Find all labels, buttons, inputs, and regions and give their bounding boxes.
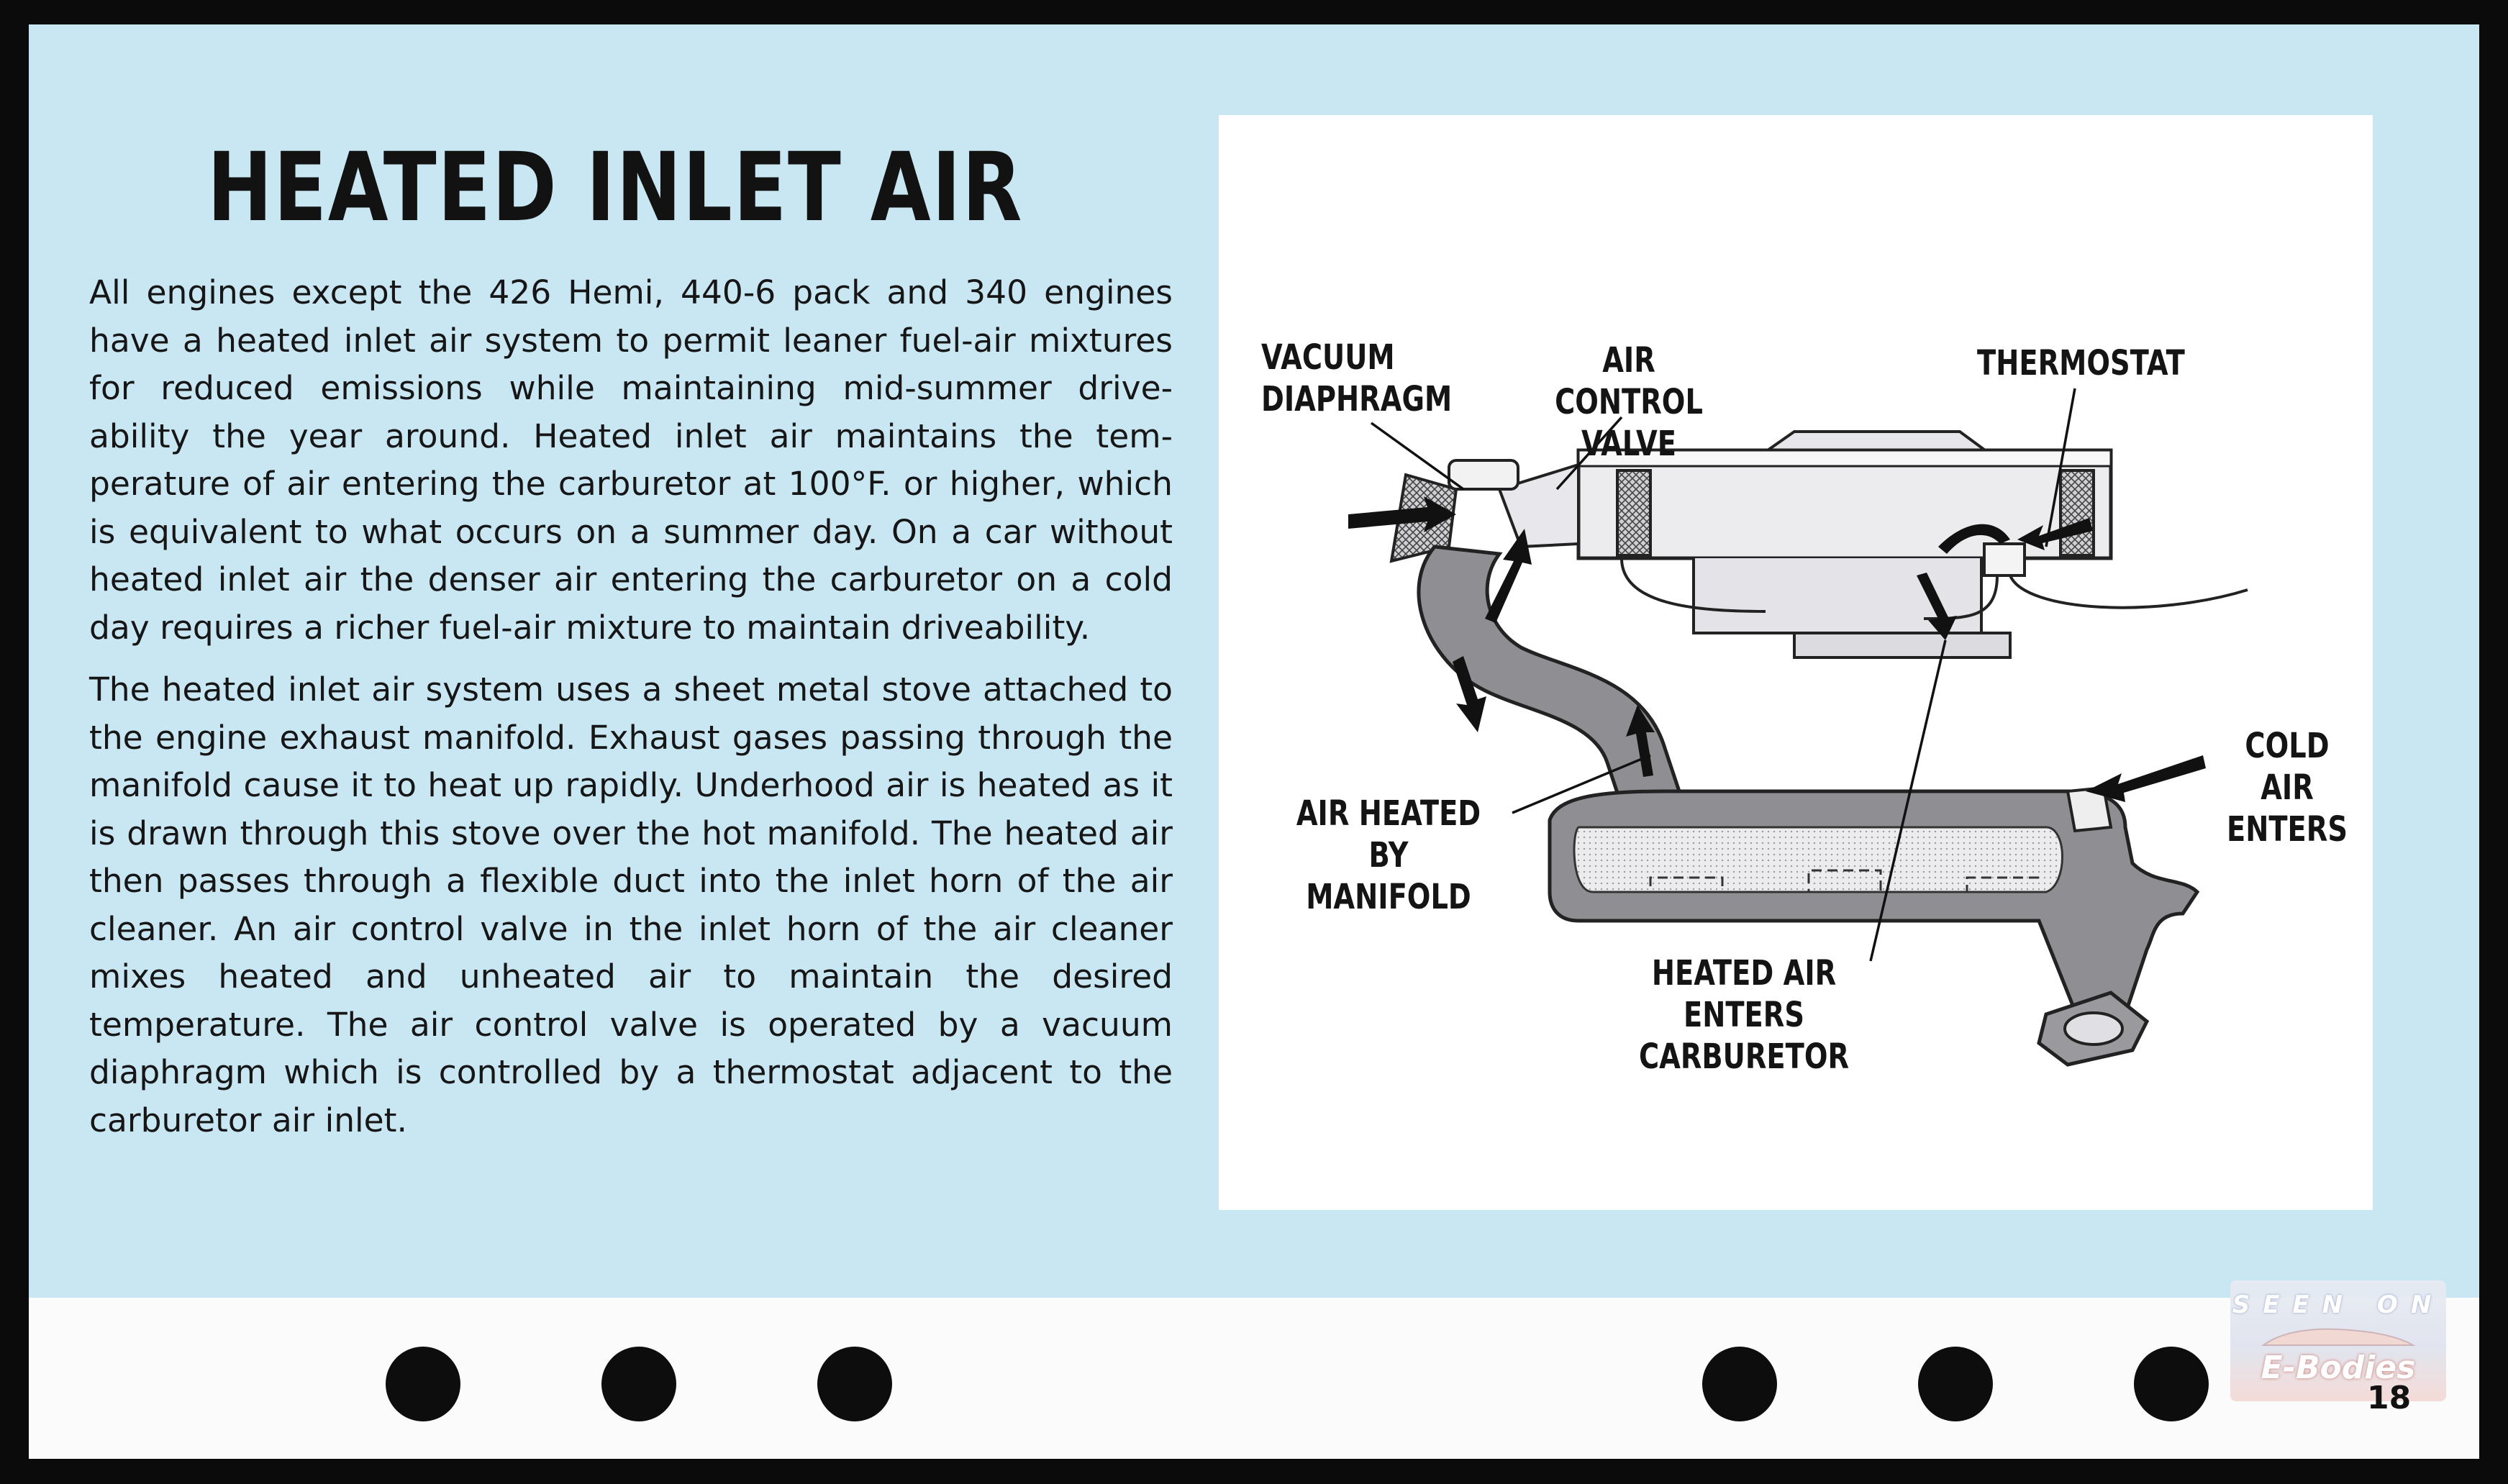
body-text bbox=[89, 269, 1173, 1159]
label-vacuum-diaphragm: VACUUM DIAPHRAGM bbox=[1261, 337, 1453, 419]
binder-hole-4 bbox=[1702, 1347, 1777, 1421]
watermark-bottom-text: E-Bodies bbox=[2261, 1349, 2416, 1386]
paragraph-2: The heated inlet air system uses a sheet metal stove attached to the engine exhaust manifold. Exhaust gases passing through the manifold cause it to heat up rapidly. Underhood air is heated as it is drawn through this stove over the hot manifold. The heated air then passes through a flexible duct into the inlet horn of the air cleaner. An air control valve in the inlet horn of the air cleaner mixes heated and unheated air to maintain the desired temperature. The air control valve is operated by a vacuum diaphragm which is controlled by a thermostat adjacent to the carburetor air inlet. bbox=[89, 670, 1173, 1139]
label-cold-air-enters: COLD AIR ENTERS bbox=[2226, 726, 2348, 850]
watermark-top-text: SEEN ON bbox=[2232, 1290, 2445, 1319]
label-heated-air-enters-carburetor: HEATED AIR ENTERS CARBURETOR bbox=[1638, 953, 1850, 1077]
cold-air-arrow-icon bbox=[2086, 755, 2206, 802]
duct-arrow-1-icon bbox=[1485, 529, 1532, 623]
page-title: HEATED INLET AIR bbox=[207, 132, 1024, 243]
binder-hole-6 bbox=[2134, 1347, 2209, 1421]
binder-hole-1 bbox=[386, 1347, 460, 1421]
manual-page bbox=[29, 24, 2479, 1459]
paragraph-1: All engines except the 426 Hemi, 440-6 pack and 340 engines have a heated inlet air system to permit leaner fuel-air mixtures for reduced emissions while maintaining mid-summer drive-ability the year around. Heated inlet air maintains the tem-perature of air entering the carburetor at 100°F. or higher, which is equivalent to what occurs on a summer day. On a car without heated inlet air the denser air entering the carburetor on a cold day requires a richer fuel-air mixture to maintain driveability. bbox=[89, 273, 1173, 647]
label-air-control-valve: AIR CONTROL VALVE bbox=[1555, 340, 1703, 464]
binder-hole-3 bbox=[817, 1347, 892, 1421]
binder-hole-2 bbox=[601, 1347, 676, 1421]
label-thermostat: THERMOSTAT bbox=[1977, 343, 2185, 383]
car-silhouette-icon bbox=[2259, 1322, 2417, 1351]
label-air-heated-by-manifold: AIR HEATED BY MANIFOLD bbox=[1296, 793, 1481, 917]
watermark-logo bbox=[2230, 1280, 2446, 1401]
air-cleaner bbox=[1578, 432, 2248, 657]
binder-hole-5 bbox=[1918, 1347, 1993, 1421]
heated-inlet-air-diagram bbox=[1219, 115, 2373, 1210]
page-number: 18 bbox=[2367, 1380, 2412, 1416]
